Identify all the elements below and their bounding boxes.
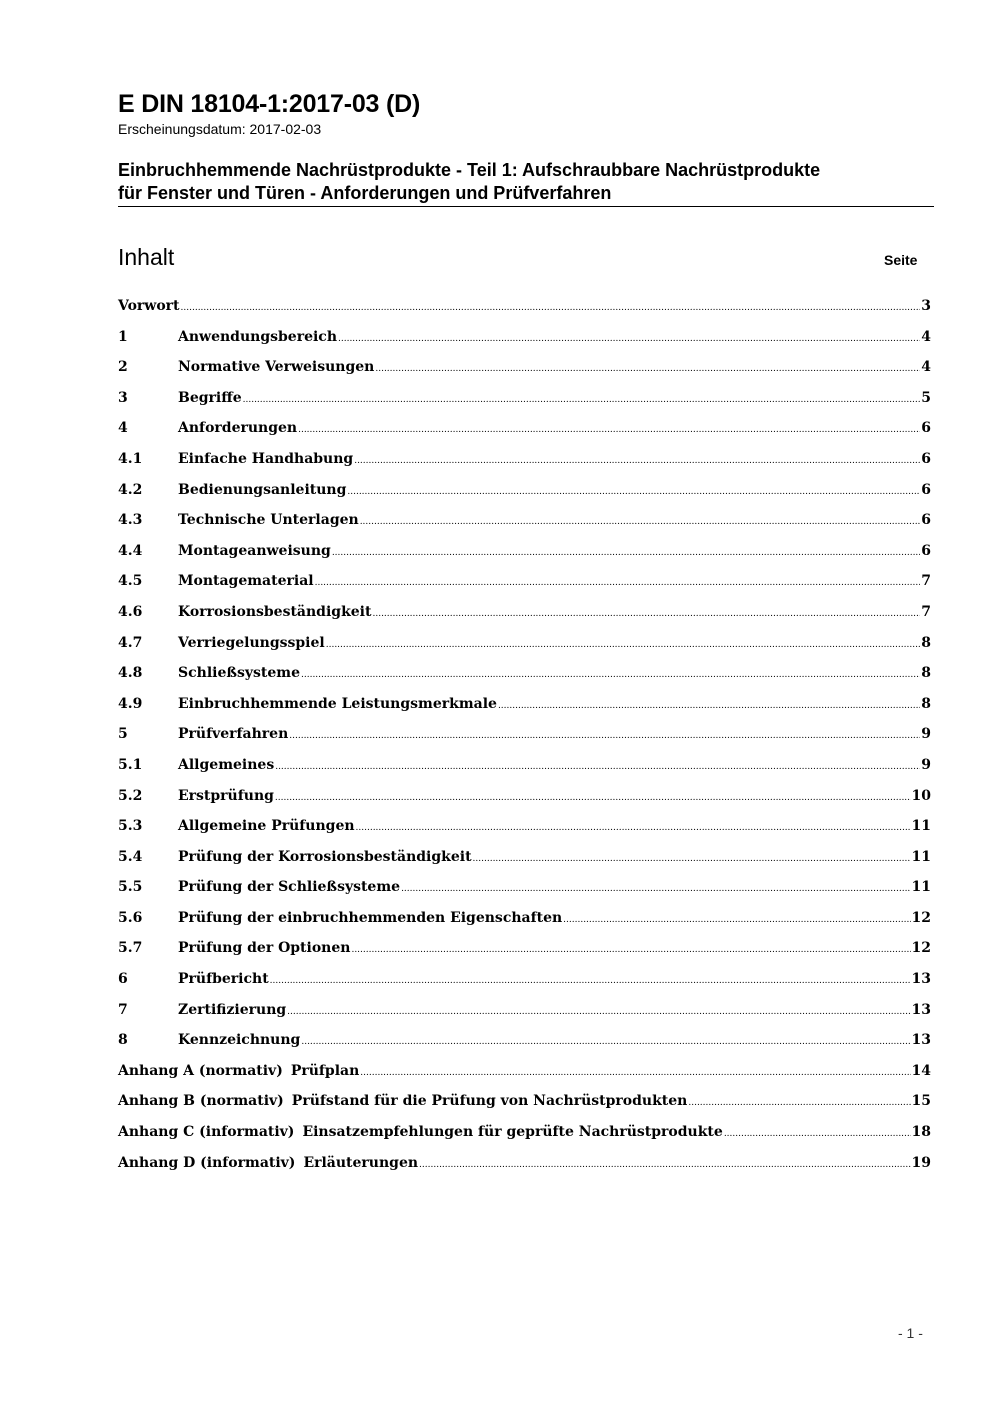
toc-annex-label: Anhang C (informativ) — [118, 1124, 295, 1141]
toc-entry-page: 11 — [911, 818, 931, 835]
toc-entry-page: 8 — [921, 634, 931, 651]
toc-entry-page: 7 — [921, 573, 931, 590]
toc-heading: Inhalt — [118, 244, 175, 270]
toc-entry-page: 10 — [911, 787, 931, 804]
toc-entry[interactable] — [118, 940, 931, 971]
toc-entry[interactable] — [118, 1002, 931, 1033]
toc-entry-page: 4 — [921, 359, 931, 376]
toc-annex-entry[interactable] — [118, 1063, 931, 1094]
toc-entry-number: 5.3 — [118, 818, 143, 835]
toc-entry-number: 5.4 — [118, 848, 143, 865]
toc-entry-page: 6 — [921, 481, 931, 498]
toc-entry-number: 4.6 — [118, 603, 143, 620]
toc-entry-page: 6 — [921, 450, 931, 467]
toc-entry-title: Montagematerial — [178, 573, 314, 590]
toc-entry-title: Prüfung der Korrosionsbeständigkeit — [178, 848, 472, 865]
toc-dot-leader — [354, 451, 920, 467]
toc-entry-title: Allgemeines — [178, 756, 275, 773]
document-title — [118, 159, 938, 205]
toc-entry-page: 9 — [921, 726, 931, 743]
toc-entry[interactable] — [118, 420, 931, 451]
toc-entry-title: Vorwort — [118, 298, 180, 314]
toc-entry-title: Korrosionsbeständigkeit — [178, 603, 372, 620]
toc-entry-number: 5 — [118, 726, 128, 743]
toc-entry-page: 13 — [911, 1001, 931, 1018]
toc-dot-leader — [724, 1124, 911, 1140]
toc-entry[interactable] — [118, 298, 931, 329]
toc-dot-leader — [688, 1093, 910, 1109]
toc-entry-title: Zertifizierung — [178, 1001, 287, 1018]
toc-entry-title: Allgemeine Prüfungen — [178, 818, 355, 835]
toc-entry-number: 3 — [118, 389, 128, 406]
toc-dot-leader — [360, 1063, 910, 1079]
toc-entry[interactable] — [118, 482, 931, 513]
toc-page-column-label: Seite — [884, 252, 918, 268]
toc-dot-leader — [419, 1155, 910, 1171]
toc-annex-title: Prüfplan — [290, 1062, 360, 1079]
toc-entry-page: 13 — [911, 971, 931, 988]
toc-entry-page: 9 — [921, 756, 931, 773]
toc-entry-title: Montageanweisung — [178, 542, 331, 559]
title-divider — [118, 206, 934, 207]
toc-entry-number: 8 — [118, 1032, 128, 1049]
toc-entry-number: 7 — [118, 1001, 128, 1018]
toc-entry-number: 5.6 — [118, 909, 143, 926]
toc-entry-title: Bedienungsanleitung — [178, 481, 347, 498]
toc-annex-label: Anhang B (normativ) — [118, 1093, 284, 1110]
toc-entry-number: 5.7 — [118, 940, 143, 957]
toc-entry-page: 7 — [921, 603, 931, 620]
toc-entry-page: 3 — [921, 298, 931, 314]
toc-entry-title: Verriegelungsspiel — [178, 634, 325, 651]
toc-dot-leader — [401, 879, 910, 895]
toc-entry-page: 8 — [921, 695, 931, 712]
toc-entry-number: 1 — [118, 328, 128, 345]
toc-dot-leader — [301, 1032, 910, 1048]
toc-dot-leader — [301, 665, 920, 681]
toc-entry[interactable] — [118, 329, 931, 360]
document-title-line-2: für Fenster und Türen - Anforderungen und Prüfverfahren — [118, 183, 612, 203]
toc-entry[interactable] — [118, 512, 931, 543]
toc-entry-number: 2 — [118, 359, 128, 376]
toc-entry-number: 4.4 — [118, 542, 143, 559]
toc-entry-page: 5 — [921, 389, 931, 406]
toc-annex-page: 14 — [911, 1062, 931, 1079]
page-number: - 1 - — [898, 1325, 923, 1341]
toc-entry-number: 6 — [118, 971, 128, 988]
toc-entry[interactable] — [118, 849, 931, 880]
toc-annex-title: Einsatzempfehlungen für geprüfte Nachrüstprodukte — [302, 1124, 723, 1141]
toc-entry[interactable] — [118, 879, 931, 910]
table-of-contents — [118, 298, 931, 1185]
toc-dot-leader — [347, 482, 920, 498]
toc-entry-title: Prüfverfahren — [178, 726, 289, 743]
toc-entry-page: 11 — [911, 848, 931, 865]
toc-entry-page: 6 — [921, 512, 931, 529]
toc-entry-number: 4.1 — [118, 450, 143, 467]
toc-dot-leader — [243, 390, 921, 406]
document-title-line-1: Einbruchhemmende Nachrüstprodukte - Teil 1: Aufschraubbare Nachrüstprodukte — [118, 160, 821, 180]
toc-annex-page: 19 — [911, 1154, 931, 1171]
toc-entry[interactable] — [118, 451, 931, 482]
toc-entry-page: 8 — [921, 665, 931, 682]
toc-entry-number: 4.5 — [118, 573, 143, 590]
toc-dot-leader — [181, 298, 921, 314]
toc-dot-leader — [326, 635, 921, 651]
toc-dot-leader — [360, 512, 921, 528]
toc-entry[interactable] — [118, 604, 931, 635]
toc-entry-title: Prüfbericht — [178, 971, 269, 988]
toc-entry-page: 6 — [921, 420, 931, 437]
toc-entry-title: Einfache Handhabung — [178, 450, 354, 467]
toc-entry-title: Kennzeichnung — [178, 1032, 301, 1049]
toc-dot-leader — [498, 696, 920, 712]
toc-dot-leader — [315, 573, 921, 589]
toc-entry[interactable] — [118, 665, 931, 696]
toc-entry-title: Prüfung der Schließsysteme — [178, 879, 401, 896]
toc-annex-title: Prüfstand für die Prüfung von Nachrüstprodukten — [291, 1093, 688, 1110]
toc-entry[interactable] — [118, 910, 931, 941]
toc-entry-number: 4.2 — [118, 481, 143, 498]
toc-entry-number: 5.1 — [118, 756, 143, 773]
toc-entry-page: 13 — [911, 1032, 931, 1049]
toc-entry[interactable] — [118, 788, 931, 819]
toc-entry[interactable] — [118, 359, 931, 390]
toc-entry-title: Begriffe — [178, 389, 242, 406]
toc-dot-leader — [356, 818, 911, 834]
toc-entry-number: 5.5 — [118, 879, 143, 896]
toc-dot-leader — [372, 604, 920, 620]
toc-entry[interactable] — [118, 635, 931, 666]
toc-entry-title: Schließsysteme — [178, 665, 300, 682]
toc-dot-leader — [375, 359, 920, 375]
toc-entry[interactable] — [118, 757, 931, 788]
toc-entry-number: 5.2 — [118, 787, 143, 804]
toc-annex-label: Anhang D (informativ) — [118, 1154, 296, 1171]
toc-entry[interactable] — [118, 726, 931, 757]
toc-entry[interactable] — [118, 390, 931, 421]
toc-dot-leader — [351, 940, 910, 956]
toc-entry-number: 4.8 — [118, 665, 143, 682]
toc-annex-page: 15 — [911, 1093, 931, 1110]
toc-entry-page: 11 — [911, 879, 931, 896]
toc-dot-leader — [338, 329, 920, 345]
toc-entry[interactable] — [118, 573, 931, 604]
toc-dot-leader — [289, 726, 920, 742]
toc-dot-leader — [563, 910, 910, 926]
toc-entry-title: Erstprüfung — [178, 787, 274, 804]
toc-annex-label: Anhang A (normativ) — [118, 1062, 283, 1079]
toc-entry[interactable] — [118, 1032, 931, 1063]
toc-entry-title: Technische Unterlagen — [178, 512, 359, 529]
toc-entry-number: 4.3 — [118, 512, 143, 529]
toc-entry[interactable] — [118, 543, 931, 574]
toc-annex-title: Erläuterungen — [303, 1154, 419, 1171]
toc-entry-number: 4.9 — [118, 695, 143, 712]
toc-entry-number: 4.7 — [118, 634, 143, 651]
toc-dot-leader — [332, 543, 920, 559]
toc-annex-entry[interactable] — [118, 1093, 931, 1124]
toc-entry-page: 12 — [911, 940, 931, 957]
toc-entry[interactable] — [118, 818, 931, 849]
toc-dot-leader — [275, 788, 911, 804]
toc-entry-title: Anforderungen — [178, 420, 298, 437]
toc-entry-title: Prüfung der Optionen — [178, 940, 351, 957]
toc-annex-entry[interactable] — [118, 1124, 931, 1155]
publication-date: Erscheinungsdatum: 2017-02-03 — [118, 121, 322, 137]
toc-entry-page: 12 — [911, 909, 931, 926]
toc-entry-number: 4 — [118, 420, 128, 437]
toc-dot-leader — [287, 1002, 910, 1018]
toc-entry[interactable] — [118, 971, 931, 1002]
toc-entry-page: 4 — [921, 328, 931, 345]
toc-entry[interactable] — [118, 696, 931, 727]
toc-annex-entry[interactable] — [118, 1155, 931, 1186]
toc-entry-page: 6 — [921, 542, 931, 559]
toc-entry-title: Anwendungsbereich — [178, 328, 337, 345]
toc-dot-leader — [270, 971, 911, 987]
toc-dot-leader — [275, 757, 920, 773]
toc-entry-title: Einbruchhemmende Leistungsmerkmale — [178, 695, 497, 712]
toc-entry-title: Prüfung der einbruchhemmenden Eigenschaften — [178, 909, 563, 926]
toc-entry-title: Normative Verweisungen — [178, 359, 375, 376]
toc-dot-leader — [298, 420, 920, 436]
document-id: E DIN 18104-1:2017-03 (D) — [118, 90, 421, 118]
toc-dot-leader — [473, 849, 911, 865]
toc-annex-page: 18 — [911, 1124, 931, 1141]
